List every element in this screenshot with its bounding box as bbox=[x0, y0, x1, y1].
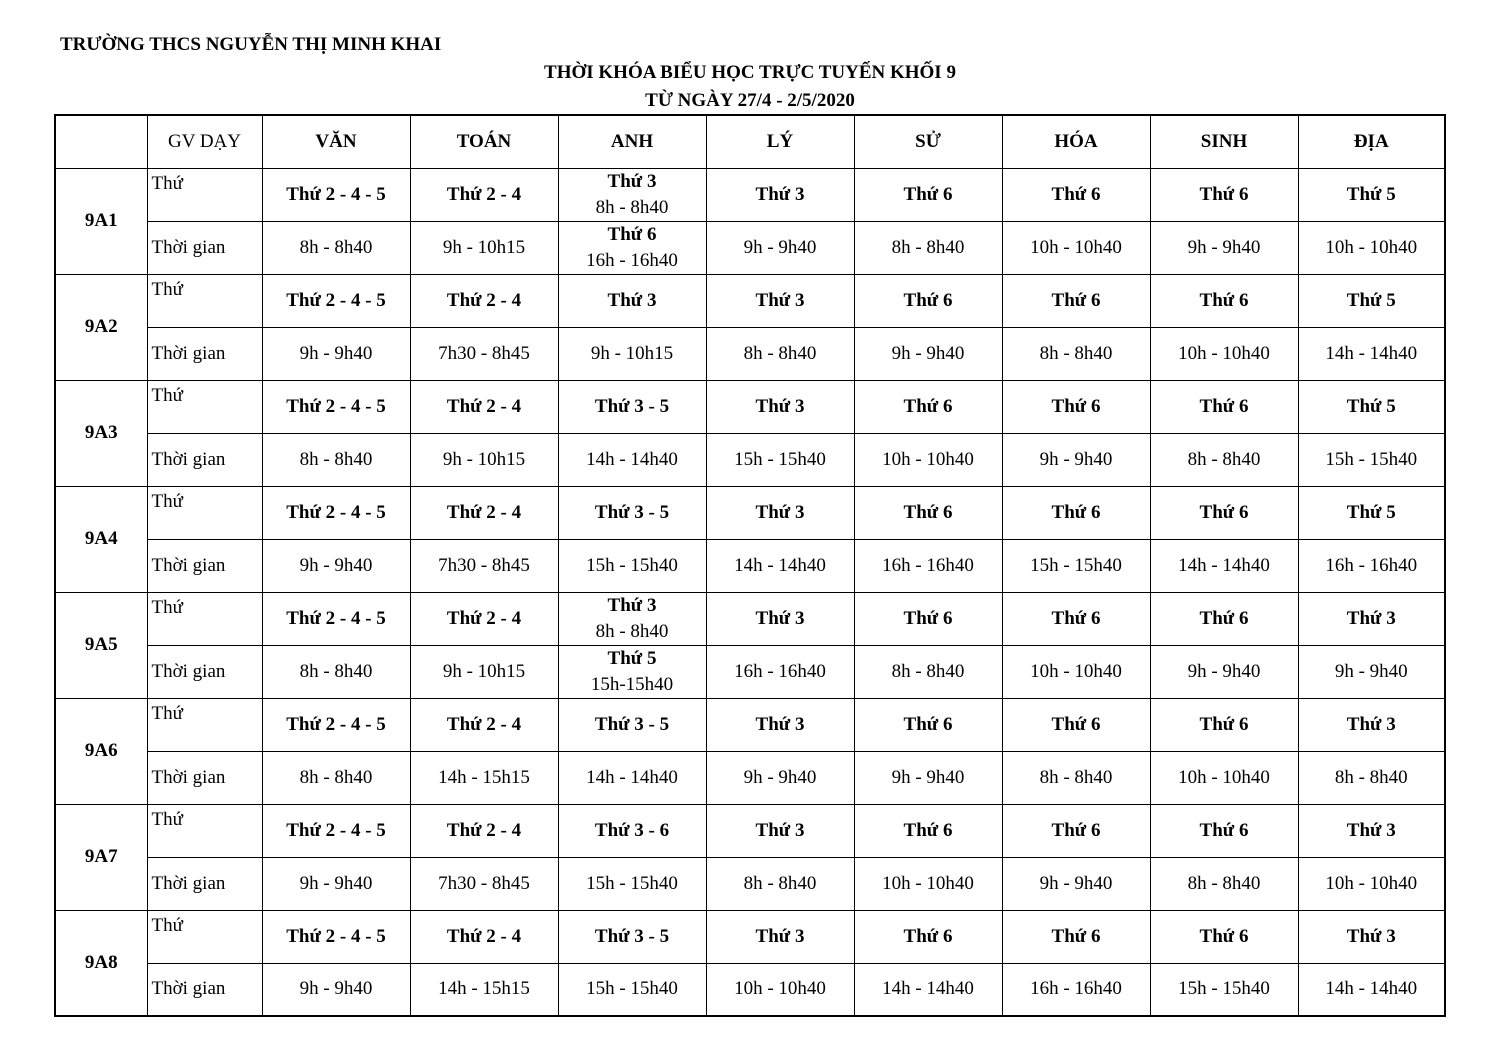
school-name: TRƯỜNG THCS NGUYỄN THỊ MINH KHAI bbox=[60, 34, 442, 55]
day-cell: Thứ 2 - 4 - 5 bbox=[262, 486, 410, 539]
time-cell: 8h - 8h40 bbox=[1298, 751, 1445, 804]
time-cell: 16h - 16h40 bbox=[1002, 963, 1150, 1016]
time-cell: 16h - 16h40 bbox=[854, 539, 1002, 592]
day-cell: Thứ 6 bbox=[854, 168, 1002, 221]
day-cell: Thứ 6 bbox=[1150, 274, 1298, 327]
class-name: 9A4 bbox=[55, 486, 147, 592]
day-cell: Thứ 2 - 4 - 5 bbox=[262, 804, 410, 857]
time-cell: 9h - 10h15 bbox=[410, 221, 558, 274]
day-cell: Thứ 6 bbox=[1002, 804, 1150, 857]
cell-day-line: Thứ 5 bbox=[607, 647, 657, 669]
time-cell: 10h - 10h40 bbox=[1298, 857, 1445, 910]
day-cell: Thứ 3 bbox=[1298, 910, 1445, 963]
day-cell: Thứ 3 bbox=[1298, 592, 1445, 645]
day-cell: Thứ 6 bbox=[1150, 380, 1298, 433]
day-cell: Thứ 2 - 4 bbox=[410, 804, 558, 857]
day-cell: Thứ 6 bbox=[1002, 698, 1150, 751]
day-cell: Thứ 3 bbox=[1298, 804, 1445, 857]
day-cell: Thứ 6 bbox=[1002, 486, 1150, 539]
day-cell: Thứ 6 bbox=[1150, 168, 1298, 221]
day-cell: Thứ 3 bbox=[706, 380, 854, 433]
day-cell: Thứ 6 bbox=[1150, 486, 1298, 539]
subject-header: SINH bbox=[1150, 115, 1298, 168]
gv-day-header: GV DẠY bbox=[147, 115, 262, 168]
day-cell: Thứ 6 bbox=[1002, 380, 1150, 433]
time-cell: 9h - 9h40 bbox=[1150, 645, 1298, 698]
time-cell: 10h - 10h40 bbox=[854, 433, 1002, 486]
day-cell: Thứ 2 - 4 bbox=[410, 910, 558, 963]
time-cell: 15h - 15h40 bbox=[1150, 963, 1298, 1016]
time-cell: 14h - 14h40 bbox=[558, 433, 706, 486]
day-cell: Thứ 2 - 4 - 5 bbox=[262, 910, 410, 963]
day-cell: Thứ 3 bbox=[1298, 698, 1445, 751]
time-cell: 9h - 9h40 bbox=[1298, 645, 1445, 698]
cell-day-line: Thứ 3 bbox=[607, 594, 657, 616]
time-label: Thời gian bbox=[147, 539, 262, 592]
table-row bbox=[55, 645, 1445, 698]
subject-header: HÓA bbox=[1002, 115, 1150, 168]
time-cell: 16h - 16h40 bbox=[706, 645, 854, 698]
time-cell: 8h - 8h40 bbox=[1002, 327, 1150, 380]
cell-day-line: Thứ 3 bbox=[607, 170, 657, 192]
time-cell: 15h - 15h40 bbox=[1298, 433, 1445, 486]
time-cell: 14h - 14h40 bbox=[1150, 539, 1298, 592]
day-cell: Thứ 3 bbox=[706, 804, 854, 857]
time-label: Thời gian bbox=[147, 751, 262, 804]
time-cell: 9h - 9h40 bbox=[1002, 433, 1150, 486]
table-row bbox=[55, 910, 1445, 963]
document-title: THỜI KHÓA BIỂU HỌC TRỰC TUYẾN KHỐI 9 bbox=[544, 62, 956, 83]
table-row bbox=[55, 327, 1445, 380]
day-cell: Thứ 6 bbox=[854, 380, 1002, 433]
time-cell: 8h - 8h40 bbox=[262, 433, 410, 486]
day-cell: Thứ 6 bbox=[854, 274, 1002, 327]
day-cell: Thứ 6 bbox=[854, 804, 1002, 857]
time-cell: 14h - 15h15 bbox=[410, 751, 558, 804]
time-cell: 9h - 9h40 bbox=[262, 857, 410, 910]
table-row bbox=[55, 486, 1445, 539]
time-cell: 9h - 9h40 bbox=[262, 963, 410, 1016]
class-name: 9A1 bbox=[55, 168, 147, 274]
time-cell: 9h - 10h15 bbox=[558, 327, 706, 380]
day-cell: Thứ 6 bbox=[1150, 804, 1298, 857]
subject-header: SỬ bbox=[854, 115, 1002, 168]
day-cell: Thứ 3 - 5 bbox=[558, 910, 706, 963]
time-cell: 14h - 14h40 bbox=[558, 751, 706, 804]
table-row bbox=[55, 698, 1445, 751]
table-row bbox=[55, 963, 1445, 1016]
time-cell: 9h - 9h40 bbox=[262, 327, 410, 380]
day-cell: Thứ 5 bbox=[1298, 380, 1445, 433]
time-label: Thời gian bbox=[147, 433, 262, 486]
table-row bbox=[55, 592, 1445, 645]
time-cell: 8h - 8h40 bbox=[1150, 857, 1298, 910]
class-name: 9A8 bbox=[55, 910, 147, 1016]
day-cell: Thứ 2 - 4 - 5 bbox=[262, 698, 410, 751]
day-label: Thứ bbox=[147, 910, 262, 963]
day-cell: Thứ 5 bbox=[1298, 168, 1445, 221]
time-cell: 9h - 9h40 bbox=[1002, 857, 1150, 910]
time-cell: 14h - 14h40 bbox=[1298, 327, 1445, 380]
time-cell: 10h - 10h40 bbox=[706, 963, 854, 1016]
day-label: Thứ bbox=[147, 698, 262, 751]
table-row bbox=[55, 274, 1445, 327]
cell-time-line: 8h - 8h40 bbox=[595, 196, 669, 218]
table-row bbox=[55, 857, 1445, 910]
class-name: 9A2 bbox=[55, 274, 147, 380]
subject-header: ĐỊA bbox=[1298, 115, 1445, 168]
time-cell: 8h - 8h40 bbox=[854, 221, 1002, 274]
day-cell: Thứ 2 - 4 - 5 bbox=[262, 592, 410, 645]
time-cell: 9h - 9h40 bbox=[262, 539, 410, 592]
table-row bbox=[55, 380, 1445, 433]
time-cell: 15h - 15h40 bbox=[558, 857, 706, 910]
time-cell: 10h - 10h40 bbox=[1150, 751, 1298, 804]
class-name: 9A5 bbox=[55, 592, 147, 698]
table-row bbox=[55, 804, 1445, 857]
table-row bbox=[55, 168, 1445, 221]
day-cell: Thứ 3 bbox=[706, 168, 854, 221]
time-cell: 14h - 15h15 bbox=[410, 963, 558, 1016]
day-cell: Thứ 6 bbox=[1002, 910, 1150, 963]
cell-time-line: 15h-15h40 bbox=[590, 673, 674, 695]
time-cell: 8h - 8h40 bbox=[1150, 433, 1298, 486]
day-cell: Thứ 6 bbox=[854, 486, 1002, 539]
subject-header: LÝ bbox=[706, 115, 854, 168]
time-label: Thời gian bbox=[147, 645, 262, 698]
day-label: Thứ bbox=[147, 380, 262, 433]
subject-header: TOÁN bbox=[410, 115, 558, 168]
time-cell: 7h30 - 8h45 bbox=[410, 539, 558, 592]
time-cell: 9h - 9h40 bbox=[854, 751, 1002, 804]
subject-header: ANH bbox=[558, 115, 706, 168]
day-cell: Thứ 2 - 4 bbox=[410, 592, 558, 645]
day-cell: Thứ 2 - 4 bbox=[410, 274, 558, 327]
day-cell: Thứ 3 - 5 bbox=[558, 698, 706, 751]
day-cell: Thứ 6 bbox=[1002, 274, 1150, 327]
time-cell: 10h - 10h40 bbox=[1002, 221, 1150, 274]
table-row bbox=[55, 433, 1445, 486]
cell-day-line: Thứ 6 bbox=[607, 223, 657, 245]
day-label: Thứ bbox=[147, 168, 262, 221]
time-cell: 14h - 14h40 bbox=[854, 963, 1002, 1016]
day-cell: Thứ 3 - 5 bbox=[558, 486, 706, 539]
day-cell: Thứ 3 bbox=[706, 910, 854, 963]
table-row bbox=[55, 221, 1445, 274]
time-cell: 8h - 8h40 bbox=[262, 751, 410, 804]
time-cell: 8h - 8h40 bbox=[854, 645, 1002, 698]
time-cell: 10h - 10h40 bbox=[1298, 221, 1445, 274]
time-cell: 15h - 15h40 bbox=[558, 539, 706, 592]
day-cell: Thứ 3 bbox=[706, 274, 854, 327]
day-cell: Thứ 2 - 4 - 5 bbox=[262, 168, 410, 221]
day-cell: Thứ 2 - 4 bbox=[410, 168, 558, 221]
day-cell bbox=[558, 592, 706, 645]
day-label: Thứ bbox=[147, 486, 262, 539]
class-name: 9A7 bbox=[55, 804, 147, 910]
day-cell: Thứ 2 - 4 - 5 bbox=[262, 274, 410, 327]
time-cell: 15h - 15h40 bbox=[558, 963, 706, 1016]
day-cell: Thứ 6 bbox=[1150, 698, 1298, 751]
day-cell: Thứ 6 bbox=[1002, 592, 1150, 645]
time-cell: 8h - 8h40 bbox=[262, 645, 410, 698]
time-cell: 9h - 9h40 bbox=[1150, 221, 1298, 274]
time-cell: 10h - 10h40 bbox=[854, 857, 1002, 910]
document-period: TỪ NGÀY 27/4 - 2/5/2020 bbox=[645, 90, 855, 111]
time-cell: 7h30 - 8h45 bbox=[410, 857, 558, 910]
time-cell: 8h - 8h40 bbox=[706, 327, 854, 380]
day-label: Thứ bbox=[147, 274, 262, 327]
cell-time-line: 16h - 16h40 bbox=[586, 249, 678, 271]
day-cell: Thứ 3 bbox=[706, 698, 854, 751]
day-cell: Thứ 2 - 4 bbox=[410, 380, 558, 433]
time-cell bbox=[558, 645, 706, 698]
time-cell: 15h - 15h40 bbox=[706, 433, 854, 486]
day-cell bbox=[558, 168, 706, 221]
time-label: Thời gian bbox=[147, 221, 262, 274]
time-cell: 9h - 10h15 bbox=[410, 433, 558, 486]
day-cell: Thứ 6 bbox=[854, 698, 1002, 751]
time-cell: 8h - 8h40 bbox=[262, 221, 410, 274]
day-cell: Thứ 5 bbox=[1298, 274, 1445, 327]
class-name: 9A6 bbox=[55, 698, 147, 804]
day-cell: Thứ 6 bbox=[1002, 168, 1150, 221]
day-cell: Thứ 3 - 5 bbox=[558, 380, 706, 433]
time-cell: 10h - 10h40 bbox=[1002, 645, 1150, 698]
time-cell: 16h - 16h40 bbox=[1298, 539, 1445, 592]
time-cell: 10h - 10h40 bbox=[1150, 327, 1298, 380]
subject-header: VĂN bbox=[262, 115, 410, 168]
time-cell bbox=[558, 221, 706, 274]
time-cell: 8h - 8h40 bbox=[1002, 751, 1150, 804]
time-cell: 8h - 8h40 bbox=[706, 857, 854, 910]
day-cell: Thứ 3 bbox=[558, 274, 706, 327]
time-cell: 14h - 14h40 bbox=[706, 539, 854, 592]
time-cell: 15h - 15h40 bbox=[1002, 539, 1150, 592]
day-label: Thứ bbox=[147, 804, 262, 857]
day-label: Thứ bbox=[147, 592, 262, 645]
day-cell: Thứ 6 bbox=[854, 592, 1002, 645]
time-label: Thời gian bbox=[147, 963, 262, 1016]
day-cell: Thứ 3 - 6 bbox=[558, 804, 706, 857]
time-cell: 9h - 9h40 bbox=[854, 327, 1002, 380]
time-cell: 14h - 14h40 bbox=[1298, 963, 1445, 1016]
day-cell: Thứ 5 bbox=[1298, 486, 1445, 539]
time-cell: 9h - 9h40 bbox=[706, 221, 854, 274]
time-cell: 7h30 - 8h45 bbox=[410, 327, 558, 380]
time-label: Thời gian bbox=[147, 857, 262, 910]
time-cell: 9h - 9h40 bbox=[706, 751, 854, 804]
cell-time-line: 8h - 8h40 bbox=[595, 620, 669, 642]
header-row bbox=[55, 115, 1445, 168]
timetable-body bbox=[55, 115, 1445, 1016]
day-cell: Thứ 2 - 4 bbox=[410, 486, 558, 539]
class-name: 9A3 bbox=[55, 380, 147, 486]
day-cell: Thứ 6 bbox=[1150, 592, 1298, 645]
corner-cell bbox=[55, 115, 147, 168]
time-label: Thời gian bbox=[147, 327, 262, 380]
table-row bbox=[55, 539, 1445, 592]
day-cell: Thứ 3 bbox=[706, 486, 854, 539]
time-cell: 9h - 10h15 bbox=[410, 645, 558, 698]
day-cell: Thứ 3 bbox=[706, 592, 854, 645]
timetable bbox=[54, 114, 1446, 1017]
day-cell: Thứ 2 - 4 - 5 bbox=[262, 380, 410, 433]
day-cell: Thứ 6 bbox=[1150, 910, 1298, 963]
day-cell: Thứ 6 bbox=[854, 910, 1002, 963]
table-row bbox=[55, 751, 1445, 804]
day-cell: Thứ 2 - 4 bbox=[410, 698, 558, 751]
